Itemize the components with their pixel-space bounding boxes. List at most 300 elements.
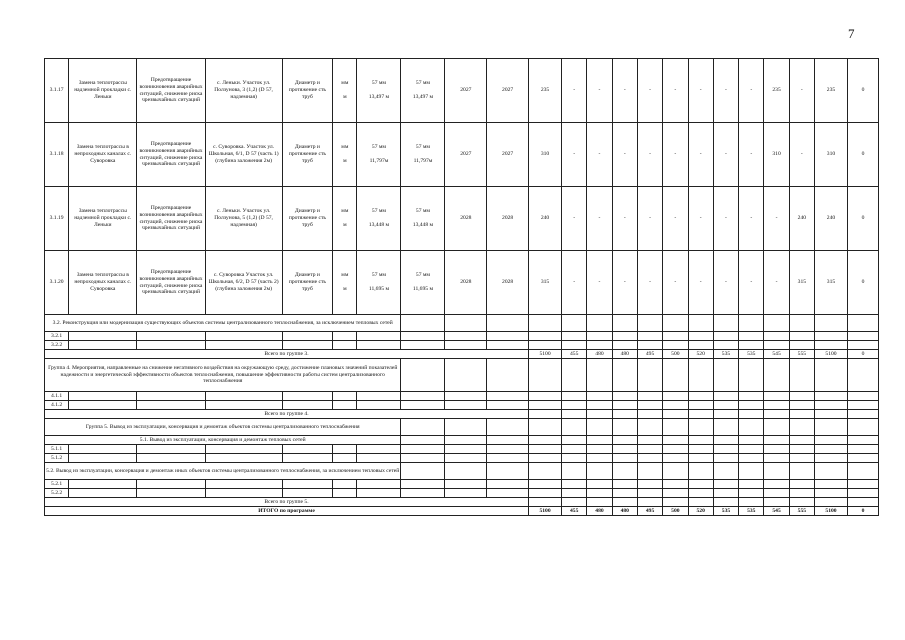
table-cell: 455: [562, 350, 587, 359]
table-cell: [587, 341, 612, 350]
table-cell: [848, 463, 879, 480]
project-purpose: Предотвращение возникновения аварийных ситуаций, снижение риска чрезвычайных ситуаций: [137, 251, 205, 315]
table-cell: [637, 498, 662, 507]
project-location: с. Леньки. Участок ул. Ползунова, 5 (1,2) (D 57, надземная): [205, 187, 282, 251]
table-cell: [401, 489, 445, 498]
year-cost: 235: [764, 59, 789, 123]
table-cell: [848, 401, 879, 410]
value-after: [401, 187, 445, 251]
table-cell: [205, 489, 282, 498]
row-number: 3.2.1: [45, 332, 69, 341]
table-cell: [789, 480, 814, 489]
table-cell: [282, 401, 333, 410]
project-units: [333, 59, 357, 123]
project-units: [333, 251, 357, 315]
table-cell: [587, 419, 612, 436]
table-cell: [562, 315, 587, 332]
year-cost: -: [562, 187, 587, 251]
group-5: [45, 419, 879, 436]
table-cell: [612, 392, 637, 401]
row-number: 5.2.1: [45, 480, 69, 489]
year-cost: -: [612, 251, 637, 315]
table-cell: [401, 480, 445, 489]
cell-text: 11,797м: [413, 157, 433, 164]
table-cell: [739, 332, 764, 341]
table-cell: [562, 454, 587, 463]
year-cost: -: [688, 187, 713, 251]
table-cell: [205, 332, 282, 341]
cell-text: 57 мм: [371, 272, 386, 279]
table-cell: [562, 489, 587, 498]
year-cost: 315: [789, 251, 814, 315]
table-cell: [401, 419, 445, 436]
table-cell: [357, 401, 401, 410]
table-cell: [487, 419, 529, 436]
project-purpose: Предотвращение возникновения аварийных ситуаций, снижение риска чрезвычайных ситуаций: [137, 187, 205, 251]
table-cell: 535: [739, 507, 764, 516]
cell-text: м: [343, 221, 347, 228]
table-cell: [612, 359, 637, 392]
table-cell: [848, 392, 879, 401]
table-cell: 555: [789, 350, 814, 359]
table-cell: [815, 480, 848, 489]
table-cell: [529, 419, 562, 436]
page-number: 7: [848, 26, 855, 41]
table-cell: [637, 463, 662, 480]
project-name: Замена теплотрассы надземной прокладки с. Леньки: [69, 59, 137, 123]
project-row: [45, 59, 879, 123]
cell-text: 11,695 м: [368, 285, 389, 292]
table-cell: [529, 315, 562, 332]
table-cell: [663, 454, 688, 463]
table-cell: 535: [739, 350, 764, 359]
table-cell: [848, 436, 879, 445]
project-row: [45, 251, 879, 315]
table-cell: 0: [848, 507, 879, 516]
table-cell: [789, 419, 814, 436]
table-cell: [357, 454, 401, 463]
table-cell: [713, 436, 738, 445]
cell-text: 57 мм: [371, 144, 386, 151]
section-3-2: [45, 315, 879, 332]
table-cell: 545: [764, 507, 789, 516]
table-cell: [764, 392, 789, 401]
table-cell: 455: [562, 507, 587, 516]
sum-cost: 310: [815, 123, 848, 187]
table-cell: [688, 489, 713, 498]
empty-row: [45, 489, 879, 498]
table-cell: [663, 410, 688, 419]
year-cost: -: [637, 123, 662, 187]
table-cell: [612, 454, 637, 463]
table-cell: [137, 392, 205, 401]
remaining-cost: 0: [848, 187, 879, 251]
table-cell: [587, 480, 612, 489]
table-cell: [739, 454, 764, 463]
row-number: 4.1.1: [45, 392, 69, 401]
table-cell: [764, 419, 789, 436]
project-number: 3.1.18: [45, 123, 69, 187]
table-cell: [637, 436, 662, 445]
table-cell: [401, 436, 445, 445]
table-cell: [562, 480, 587, 489]
project-name: Замена теплотрассы в непроходных каналах с. Суворовка: [69, 123, 137, 187]
table-cell: [587, 332, 612, 341]
table-cell: [764, 341, 789, 350]
table-cell: [713, 463, 738, 480]
table-cell: [713, 332, 738, 341]
table-cell: [333, 332, 357, 341]
table-cell: [764, 332, 789, 341]
total-cost: 310: [529, 123, 562, 187]
value-before: [357, 251, 401, 315]
table-cell: [401, 315, 445, 332]
value-before: [357, 123, 401, 187]
table-cell: [637, 332, 662, 341]
table-cell: [587, 359, 612, 392]
table-cell: [789, 341, 814, 350]
table-cell: [789, 445, 814, 454]
table-cell: [445, 436, 487, 445]
empty-row: [45, 445, 879, 454]
table-cell: [612, 410, 637, 419]
year-cost: -: [739, 187, 764, 251]
table-cell: [487, 463, 529, 480]
table-cell: [612, 498, 637, 507]
table-cell: [333, 489, 357, 498]
table-cell: [637, 445, 662, 454]
table-cell: [848, 341, 879, 350]
cell-text: мм: [341, 272, 349, 279]
table-cell: [562, 410, 587, 419]
table-cell: [739, 445, 764, 454]
table-cell: [357, 489, 401, 498]
end-year: 2027: [487, 59, 529, 123]
table-cell: [401, 332, 445, 341]
table-cell: [713, 419, 738, 436]
table-cell: [612, 463, 637, 480]
table-cell: [764, 436, 789, 445]
cell-text: мм: [341, 144, 349, 151]
year-cost: -: [739, 123, 764, 187]
table-cell: [69, 445, 137, 454]
table-cell: [333, 445, 357, 454]
table-cell: [789, 359, 814, 392]
table-cell: [688, 498, 713, 507]
year-cost: -: [587, 187, 612, 251]
table-cell: [764, 410, 789, 419]
year-cost: -: [612, 187, 637, 251]
table-cell: [739, 436, 764, 445]
table-cell: [688, 445, 713, 454]
table-cell: [789, 315, 814, 332]
start-year: 2028: [445, 187, 487, 251]
table-cell: [713, 489, 738, 498]
table-cell: [663, 315, 688, 332]
year-cost: -: [713, 59, 738, 123]
start-year: 2027: [445, 123, 487, 187]
year-cost: -: [637, 59, 662, 123]
table-cell: [529, 489, 562, 498]
table-cell: [487, 315, 529, 332]
total-cost: 315: [529, 251, 562, 315]
remaining-cost: 0: [848, 123, 879, 187]
table-cell: 520: [688, 350, 713, 359]
table-cell: [69, 392, 137, 401]
table-cell: [688, 419, 713, 436]
remaining-cost: 0: [848, 59, 879, 123]
cell-text: 57 мм: [371, 80, 386, 87]
year-cost: -: [713, 187, 738, 251]
section-5-1: [45, 436, 879, 445]
table-cell: [789, 436, 814, 445]
project-purpose: Предотвращение возникновения аварийных ситуаций, снижение риска чрезвычайных ситуаций: [137, 123, 205, 187]
table-cell: [445, 489, 487, 498]
table-cell: [357, 480, 401, 489]
table-cell: [401, 392, 445, 401]
table-cell: [205, 445, 282, 454]
table-cell: [713, 359, 738, 392]
table-cell: [529, 436, 562, 445]
table-cell: [137, 489, 205, 498]
table-cell: [713, 445, 738, 454]
table-cell: [487, 454, 529, 463]
cell-text: мм: [341, 80, 349, 87]
table-cell: [789, 454, 814, 463]
group-5-total-label: Всего по группе 5.: [45, 498, 529, 507]
year-cost: 310: [764, 123, 789, 187]
table-cell: [789, 410, 814, 419]
row-number: 5.1.2: [45, 454, 69, 463]
table-cell: [562, 401, 587, 410]
table-cell: [739, 498, 764, 507]
project-parameter: Диаметр и протяжение сть труб: [282, 187, 333, 251]
table-cell: [663, 463, 688, 480]
table-cell: [612, 419, 637, 436]
year-cost: -: [688, 251, 713, 315]
table-cell: [529, 445, 562, 454]
empty-row: [45, 332, 879, 341]
year-cost: -: [688, 59, 713, 123]
table-cell: [333, 480, 357, 489]
table-cell: [529, 480, 562, 489]
sum-cost: 235: [815, 59, 848, 123]
table-cell: [401, 401, 445, 410]
table-cell: [848, 359, 879, 392]
table-cell: [739, 463, 764, 480]
table-cell: [529, 463, 562, 480]
table-cell: [587, 454, 612, 463]
table-cell: [445, 419, 487, 436]
table-cell: [282, 341, 333, 350]
row-number: 5.1.1: [45, 445, 69, 454]
table-cell: [637, 401, 662, 410]
table-cell: [637, 419, 662, 436]
table-cell: [445, 454, 487, 463]
group-3-total: [45, 350, 879, 359]
table-cell: [487, 392, 529, 401]
table-cell: [848, 332, 879, 341]
table-cell: [529, 359, 562, 392]
table-cell: [688, 392, 713, 401]
table-cell: [688, 332, 713, 341]
year-cost: -: [587, 123, 612, 187]
table-cell: [587, 392, 612, 401]
table-cell: 500: [663, 507, 688, 516]
table-cell: [713, 480, 738, 489]
table-cell: [637, 454, 662, 463]
year-cost: -: [663, 123, 688, 187]
table-cell: [764, 315, 789, 332]
year-cost: -: [587, 251, 612, 315]
table-cell: [612, 401, 637, 410]
year-cost: -: [612, 123, 637, 187]
project-parameter: Диаметр и протяжение сть труб: [282, 59, 333, 123]
table-cell: [815, 315, 848, 332]
table-cell: [137, 341, 205, 350]
table-cell: 5100: [529, 507, 562, 516]
table-cell: [587, 436, 612, 445]
table-cell: [663, 401, 688, 410]
table-cell: [789, 489, 814, 498]
table-cell: 535: [713, 507, 738, 516]
empty-row: [45, 480, 879, 489]
table-cell: [333, 401, 357, 410]
total-cost: 240: [529, 187, 562, 251]
table-cell: 480: [587, 507, 612, 516]
row-number: 4.1.2: [45, 401, 69, 410]
table-cell: [612, 489, 637, 498]
table-cell: [357, 445, 401, 454]
table-cell: [637, 480, 662, 489]
table-cell: [529, 392, 562, 401]
table-cell: [815, 341, 848, 350]
project-parameter: Диаметр и протяжение сть труб: [282, 123, 333, 187]
table-cell: [713, 341, 738, 350]
row-number: 3.2.2: [45, 341, 69, 350]
table-cell: [282, 454, 333, 463]
table-cell: 520: [688, 507, 713, 516]
table-cell: [612, 436, 637, 445]
section-5-2-title: 5.2. Вывод из эксплуатации, консервация и демонтаж иных объектов системы централизованного теплоснабжения, за исключением тепловых сетей: [45, 463, 401, 480]
table-cell: [587, 445, 612, 454]
table-cell: 5100: [529, 350, 562, 359]
table-cell: [445, 315, 487, 332]
group-3-total-label: Всего по группе 3.: [45, 350, 529, 359]
year-cost: -: [562, 59, 587, 123]
table-cell: [137, 332, 205, 341]
cell-text: 11,695 м: [412, 285, 433, 292]
table-cell: [562, 341, 587, 350]
table-cell: [529, 332, 562, 341]
table-cell: [848, 489, 879, 498]
table-cell: [205, 454, 282, 463]
cell-text: м: [343, 157, 347, 164]
end-year: 2028: [487, 251, 529, 315]
group-4-total: [45, 410, 879, 419]
cell-text: 57 мм: [415, 272, 430, 279]
project-parameter: Диаметр и протяжение сть труб: [282, 251, 333, 315]
cell-text: 57 мм: [415, 208, 430, 215]
table-cell: [848, 480, 879, 489]
cell-text: м: [343, 93, 347, 100]
table-cell: [764, 454, 789, 463]
project-location: с. Леньки. Участок ул. Ползунова, 3 (1,2) (D 57, надземная): [205, 59, 282, 123]
table-cell: [688, 463, 713, 480]
table-cell: [587, 463, 612, 480]
row-number: 5.2.2: [45, 489, 69, 498]
year-cost: 240: [789, 187, 814, 251]
table-cell: [562, 392, 587, 401]
year-cost: -: [663, 187, 688, 251]
table-cell: [487, 436, 529, 445]
table-cell: [137, 445, 205, 454]
table-cell: [688, 341, 713, 350]
table-cell: [789, 332, 814, 341]
table-cell: [445, 445, 487, 454]
table-cell: [612, 480, 637, 489]
table-cell: 480: [612, 507, 637, 516]
table-cell: [663, 436, 688, 445]
cell-text: 13,497 м: [368, 93, 390, 100]
project-units: [333, 123, 357, 187]
table-cell: [663, 489, 688, 498]
table-cell: 500: [663, 350, 688, 359]
table-cell: [487, 401, 529, 410]
group-4-total-label: Всего по группе 4.: [45, 410, 529, 419]
project-name: Замена теплотрассы в непроходных каналах с. Суворовка: [69, 251, 137, 315]
table-cell: [688, 315, 713, 332]
table-cell: [637, 392, 662, 401]
cell-text: 57 мм: [415, 144, 430, 151]
table-cell: [815, 445, 848, 454]
table-cell: [401, 445, 445, 454]
remaining-cost: 0: [848, 251, 879, 315]
table-cell: [357, 332, 401, 341]
table-cell: [848, 454, 879, 463]
table-cell: [815, 498, 848, 507]
table-cell: [612, 445, 637, 454]
table-cell: [764, 463, 789, 480]
project-number: 3.1.17: [45, 59, 69, 123]
table-cell: [848, 445, 879, 454]
table-cell: [445, 341, 487, 350]
table-cell: [688, 401, 713, 410]
year-cost: -: [764, 251, 789, 315]
table-cell: [205, 392, 282, 401]
table-cell: [529, 410, 562, 419]
table-cell: [789, 401, 814, 410]
table-cell: [282, 480, 333, 489]
table-cell: [848, 315, 879, 332]
table-cell: [612, 315, 637, 332]
cell-text: мм: [341, 208, 349, 215]
table-cell: [333, 454, 357, 463]
table-cell: [739, 419, 764, 436]
project-purpose: Предотвращение возникновения аварийных ситуаций, снижение риска чрезвычайных ситуаций: [137, 59, 205, 123]
year-cost: -: [789, 59, 814, 123]
table-cell: [529, 401, 562, 410]
table-cell: [688, 410, 713, 419]
table-cell: [713, 498, 738, 507]
table-cell: [739, 480, 764, 489]
table-cell: [333, 341, 357, 350]
table-cell: [562, 463, 587, 480]
end-year: 2028: [487, 187, 529, 251]
table-cell: [401, 341, 445, 350]
table-cell: [357, 341, 401, 350]
section-5-1-title: 5.1. Вывод из эксплуатации, консервация и демонтаж тепловых сетей: [45, 436, 401, 445]
